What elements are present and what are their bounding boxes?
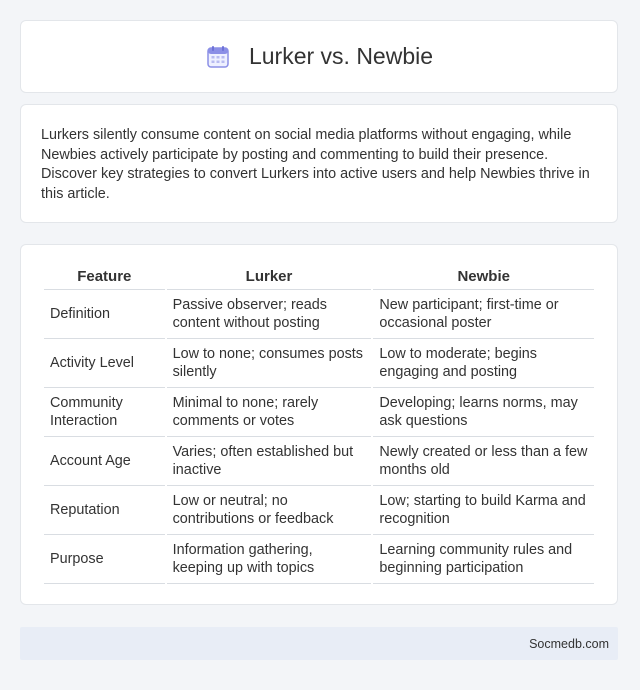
cell-feature: Community Interaction [44,388,165,437]
cell-feature: Purpose [44,535,165,584]
intro-text: Lurkers silently consume content on social media platforms without engaging, while Newbies actively participate by posting and commenting to build their presence. Discover key strategies to convert Lurkers into active users and help Newbies thrive in this article. [41,127,590,202]
cell-lurker: Information gathering, keeping up with topics [167,535,372,584]
cell-feature: Definition [44,290,165,339]
cell-newbie: Low; starting to build Karma and recognition [373,486,594,535]
cell-newbie: Developing; learns norms, may ask questions [373,388,594,437]
cell-newbie: Newly created or less than a few months old [373,437,594,486]
table-row [44,388,594,437]
calendar-icon [205,44,231,70]
title-card [20,20,618,93]
comparison-table [42,265,596,584]
table-row [44,535,594,584]
cell-newbie: Learning community rules and beginning participation [373,535,594,584]
table-header-row [44,265,594,290]
cell-lurker: Passive observer; reads content without posting [167,290,372,339]
title-wrap [205,43,433,70]
footer [20,627,618,660]
table-card [20,244,618,605]
header-feature: Feature [44,265,165,290]
cell-newbie: Low to moderate; begins engaging and posting [373,339,594,388]
cell-feature: Account Age [44,437,165,486]
cell-newbie: New participant; first-time or occasional poster [373,290,594,339]
header-newbie: Newbie [373,265,594,290]
cell-lurker: Low to none; consumes posts silently [167,339,372,388]
table-row [44,290,594,339]
table-row [44,437,594,486]
cell-lurker: Low or neutral; no contributions or feedback [167,486,372,535]
page-title: Lurker vs. Newbie [248,43,434,69]
table-row [44,339,594,388]
cell-feature: Activity Level [44,339,165,388]
intro-card [20,104,618,223]
table-row [44,486,594,535]
footer-link[interactable]: Socmedb.com [529,636,609,651]
cell-lurker: Varies; often established but inactive [167,437,372,486]
cell-feature: Reputation [44,486,165,535]
header-lurker: Lurker [167,265,372,290]
cell-lurker: Minimal to none; rarely comments or votes [167,388,372,437]
